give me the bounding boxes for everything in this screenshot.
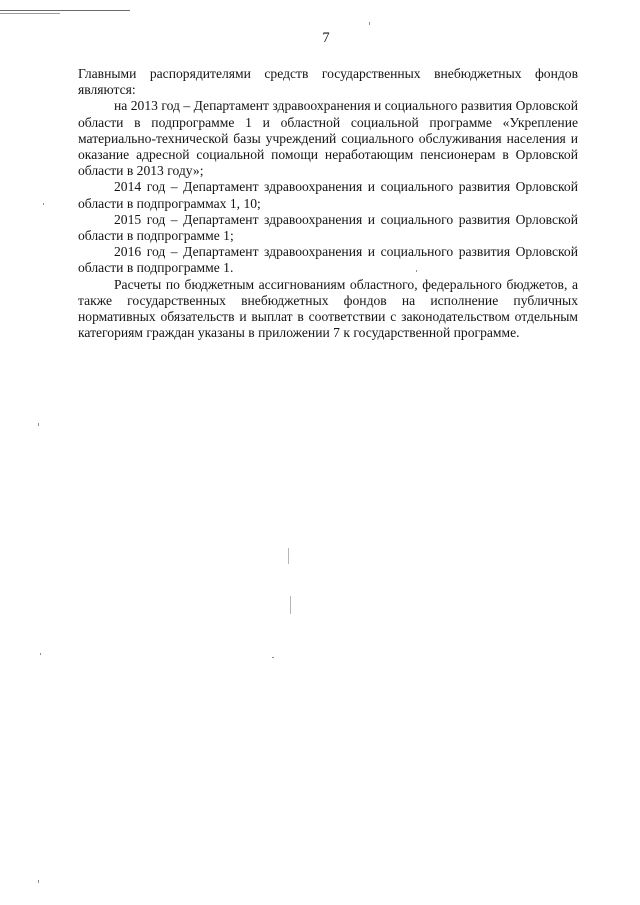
page-number: 7 (322, 30, 330, 46)
scan-speck (272, 657, 274, 658)
scan-speck (416, 270, 417, 272)
paragraph-2016: 2016 год – Департамент здравоохранения и социального развития Орловской области в подпрограмме 1. (78, 244, 578, 276)
scan-speck (290, 596, 291, 614)
scan-speck (40, 653, 41, 655)
scan-edge-line-secondary (0, 13, 60, 14)
paragraph-calculations: Расчеты по бюджетным ассигнованиям областного, федерального бюджетов, а также государственных внебюджетных фондов на исполнение публичных нормативных обязательств и выплат в соответствии с законодательством отдельным категориям граждан указаны в приложении 7 к государственной программе. (78, 276, 578, 341)
scan-speck (43, 203, 44, 205)
paragraph-2013: на 2013 год – Департамент здравоохранения и социального развития Орловской области в подпрограмме 1 и областной социальной программе «Укрепление материально-технической базы учреждений социального обслуживания населения и оказание адресной социальной помощи неработающим пенсионерам в Орловской области в 2013 году»; (78, 98, 578, 179)
scan-speck (288, 548, 289, 564)
paragraph-intro: Главными распорядителями средств государственных внебюджетных фондов являются: (78, 66, 578, 98)
scan-edge-line (0, 10, 130, 11)
document-body (78, 66, 578, 341)
scan-speck (38, 423, 39, 426)
scan-speck (38, 880, 39, 883)
paragraph-2015: 2015 год – Департамент здравоохранения и социального развития Орловской области в подпрограмме 1; (78, 211, 578, 244)
paragraph-2014: 2014 год – Департамент здравоохранения и социального развития Орловской области в подпрограммах 1, 10; (78, 179, 578, 211)
scan-speck (369, 22, 370, 25)
